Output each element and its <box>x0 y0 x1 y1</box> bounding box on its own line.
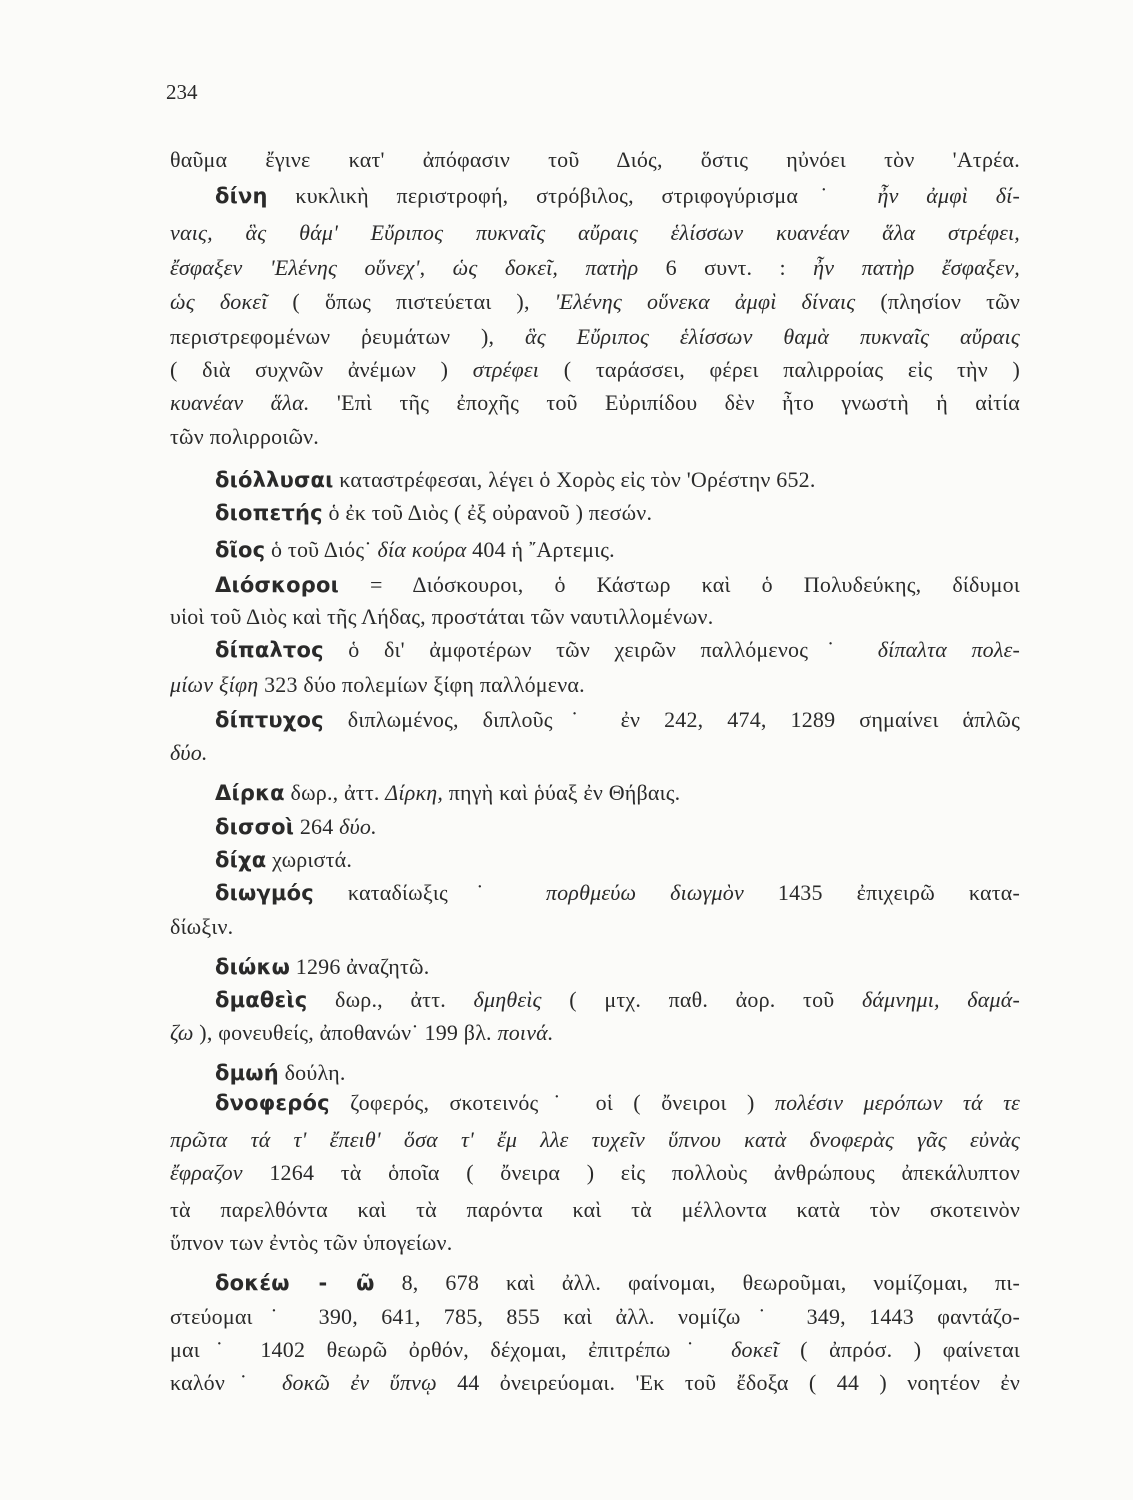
headword: διόλλυσαι <box>215 468 334 492</box>
definition-text: περιστρεφομένων ῥευμάτων ), <box>170 324 525 349</box>
definition-text: 264 <box>294 814 340 839</box>
definition-text: 6 συντ. : <box>638 255 814 280</box>
quotation-text: 'Ελένης οὕνεκα ἀμφὶ δίναις <box>554 289 856 314</box>
headword: δοκέω - ῶ <box>215 1271 375 1295</box>
definition-text: καλόν˙ <box>170 1370 283 1395</box>
headword: δμαθεὶς <box>215 988 308 1012</box>
text-line <box>170 420 1020 454</box>
text-line <box>170 1016 1020 1050</box>
text-line <box>170 1333 1020 1367</box>
definition-text: 1296 ἀναζητῶ. <box>290 954 430 979</box>
text-line <box>170 1156 1020 1190</box>
headword: δίχα <box>215 848 267 872</box>
definition-text: καταστρέφεσαι, λέγει ὁ Χορὸς εἰς τὸν 'Ορέστην 652. <box>333 467 816 492</box>
text-line <box>170 386 1020 420</box>
text-line <box>170 143 1020 177</box>
headword: δίπτυχος <box>215 708 324 732</box>
definition-text: διπλωμένος, διπλοῦς˙ ἐν 242, 474, 1289 σημαίνει ἁπλῶς <box>323 707 1020 732</box>
entry-first-line <box>215 496 1020 530</box>
definition-text: ( διὰ συχνῶν ἀνέμων ) <box>170 357 473 382</box>
entry-first-line <box>215 983 1020 1017</box>
headword: δίπαλτος <box>215 638 324 662</box>
definition-text: 8, 678 καὶ ἀλλ. φαίνομαι, θεωροῦμαι, νομίζομαι, πι- <box>374 1270 1021 1295</box>
definition-text: ὁ δι' ἀμφοτέρων τῶν χειρῶν παλλόμενος˙ <box>323 637 878 662</box>
quotation-text: πορθμεύω διωγμὸν <box>545 880 744 905</box>
definition-text: ὁ ἐκ τοῦ Διὸς ( ἐξ οὐρανοῦ ) πεσών. <box>322 500 653 525</box>
quotation-text: Δίρκη, <box>385 780 444 805</box>
definition-text: τὰ παρελθόντα καὶ τὰ παρόντα καὶ τὰ μέλλοντα κατὰ τὸν σκοτεινὸν <box>170 1197 1020 1222</box>
definition-text: , <box>419 255 453 280</box>
definition-text: χωριστά. <box>266 847 353 872</box>
entry-first-line <box>215 533 1020 567</box>
quotation-text: ἔσφαξεν 'Ελένης οὕνεχ' <box>170 255 420 280</box>
headword: δνοφερός <box>215 1091 330 1115</box>
entry-first-line <box>215 876 1020 910</box>
entry-first-line <box>215 568 1020 602</box>
definition-text: μαι˙ 1402 θεωρῶ ὀρθόν, δέχομαι, ἐπιτρέπω˙ <box>170 1337 732 1362</box>
headword: δμωή <box>215 1061 279 1085</box>
headword: δίνη <box>215 184 268 208</box>
text-line <box>170 353 1020 387</box>
text-line <box>170 736 1020 770</box>
text-line <box>170 285 1020 319</box>
definition-text: δούλη. <box>278 1060 346 1085</box>
definition-text: 404 ἡ ῎Αρτεμις. <box>466 537 615 562</box>
text-line <box>170 1123 1020 1157</box>
entry-first-line <box>215 463 1020 497</box>
entry-first-line <box>215 1266 1020 1300</box>
quotation-text: δύο. <box>339 814 377 839</box>
definition-text: ), φονευθείς, ἀποθανών˙ 199 βλ. <box>193 1020 498 1045</box>
definition-text: = Διόσκουροι, ὁ Κάστωρ καὶ ὁ Πολυδεύκης, δίδυμοι <box>339 572 1020 597</box>
definition-text: υἱοὶ τοῦ Διὸς καὶ τῆς Λήδας, προστάται τῶν ναυτιλλομένων. <box>170 604 714 629</box>
text-line <box>170 251 1020 285</box>
quotation-text: ποινά. <box>497 1020 554 1045</box>
quotation-text: δύο. <box>170 740 208 765</box>
definition-text: 1435 ἐπιχειρῶ κατα- <box>743 880 1020 905</box>
text-line <box>170 1193 1020 1227</box>
definition-text: ὁ τοῦ Διός˙ <box>265 537 378 562</box>
definition-text: ( ὅπως πιστεύεται ), <box>267 289 555 314</box>
entry-first-line <box>215 1056 1020 1090</box>
headword: διωγμός <box>215 881 314 905</box>
text-line <box>170 600 1020 634</box>
quotation-text: ἦν πατὴρ ἔσφαξεν, <box>813 255 1021 280</box>
headword: δισσοὶ <box>215 815 295 839</box>
quotation-text: ἃς Εὔριπος ἑλίσσων θαμὰ πυκναῖς αὔραις <box>525 324 1020 349</box>
quotation-text: πολέσιν μερόπων τά τε <box>774 1090 1021 1115</box>
definition-text: δωρ., ἀττ. <box>307 987 474 1012</box>
quotation-text: στρέφει <box>472 357 540 382</box>
definition-text: δωρ., ἀττ. <box>284 780 386 805</box>
text-line <box>170 1300 1020 1334</box>
entry-first-line <box>215 1086 1020 1120</box>
definition-text: 44 ὀνειρεύομαι. 'Εκ τοῦ ἔδοξα ( 44 ) νοητέον ἐν <box>436 1370 1020 1395</box>
headword: δῖος <box>215 538 266 562</box>
definition-text: (πλησίον τῶν <box>855 289 1021 314</box>
headword: Δίρκα <box>215 781 285 805</box>
definition-text: στεύομαι˙ 390, 641, 785, 855 καὶ ἀλλ. νομίζω˙ 349, 1443 φαντάζο- <box>170 1304 1020 1329</box>
quotation-text: ἔφραζον <box>170 1160 243 1185</box>
text-line <box>170 1226 1020 1260</box>
definition-text: ( μτχ. παθ. ἀορ. τοῦ <box>541 987 862 1012</box>
headword: διοπετής <box>215 501 323 525</box>
definition-text: πηγὴ καὶ ῥύαξ ἐν Θήβαις. <box>443 780 681 805</box>
entry-first-line <box>215 703 1020 737</box>
quotation-text: δοκῶ ἐν ὕπνῳ <box>282 1370 437 1395</box>
entry-first-line <box>215 810 1020 844</box>
quotation-text: ζω <box>170 1020 194 1045</box>
entry-first-line <box>215 776 1020 810</box>
text-line <box>170 910 1020 944</box>
definition-text: θαῦμα ἔγινε κατ' ἀπόφασιν τοῦ Διός, ὅστις ηὐνόει τὸν 'Ατρέα. <box>170 147 1020 172</box>
quotation-text: δμηθεὶς <box>473 987 542 1012</box>
quotation-text: μίων ξίφη <box>170 672 259 697</box>
definition-text: ( ταράσσει, φέρει παλιρροίας εἰς τὴν ) <box>539 357 1021 382</box>
text-line <box>170 216 1020 250</box>
quotation-text: δάμνημι, δαμά- <box>861 987 1020 1012</box>
quotation-text: ὡς δοκεῖ, πατὴρ <box>452 255 639 280</box>
quotation-text: δοκεῖ <box>731 1337 779 1362</box>
entry-first-line <box>215 633 1020 667</box>
text-line <box>170 668 1020 702</box>
definition-text: 323 δύο πολεμίων ξίφη παλλόμενα. <box>258 672 585 697</box>
entry-first-line <box>215 950 1020 984</box>
quotation-text: ἦν ἀμφὶ δί- <box>877 183 1020 208</box>
definition-text: 1264 τὰ ὁποῖα ( ὄνειρα ) εἰς πολλοὺς ἀνθρώπους ἀπεκάλυπτον <box>242 1160 1020 1185</box>
definition-text: 'Επὶ τῆς ἐποχῆς τοῦ Εὐριπίδου δὲν ἦτο γνωστὴ ἡ αἰτία <box>309 390 1020 415</box>
quotation-text: ὡς δοκεῖ <box>170 289 268 314</box>
definition-text: δίωξιν. <box>170 914 234 939</box>
entry-first-line <box>215 843 1020 877</box>
quotation-text: πρῶτα τά τ' ἔπειθ' ὅσα τ' ἔμ λλε τυχεῖν ὕπνου κατὰ δνοφερὰς γᾶς εὐνὰς <box>170 1127 1020 1152</box>
quotation-text: ναις, ἃς θάμ' Εὔριπος πυκναῖς αὔραις ἑλίσσων κυανέαν ἅλα στρέφει, <box>170 220 1020 245</box>
entry-first-line <box>215 179 1020 213</box>
definition-text: κυκλικὴ περιστροφή, στρόβιλος, στριφογύρισμα˙ <box>267 183 878 208</box>
quotation-text: δία κούρα <box>377 537 467 562</box>
definition-text: καταδίωξις˙ <box>313 880 546 905</box>
text-line <box>170 1366 1020 1400</box>
definition-text: τῶν πολιρροιῶν. <box>170 424 319 449</box>
headword: διώκω <box>215 955 291 979</box>
definition-text: ( ἀπρόσ. ) φαίνεται <box>778 1337 1020 1362</box>
definition-text: ζοφερός, σκοτεινός˙ οἱ ( ὄνειροι ) <box>329 1090 775 1115</box>
text-line <box>170 320 1020 354</box>
headword: Διόσκοροι <box>215 573 340 597</box>
quotation-text: δίπαλτα πολε- <box>877 637 1020 662</box>
definition-text: ὕπνον των ἐντὸς τῶν ὑπογείων. <box>170 1230 453 1255</box>
page-number: 234 <box>166 80 198 104</box>
quotation-text: κυανέαν ἅλα. <box>170 390 310 415</box>
